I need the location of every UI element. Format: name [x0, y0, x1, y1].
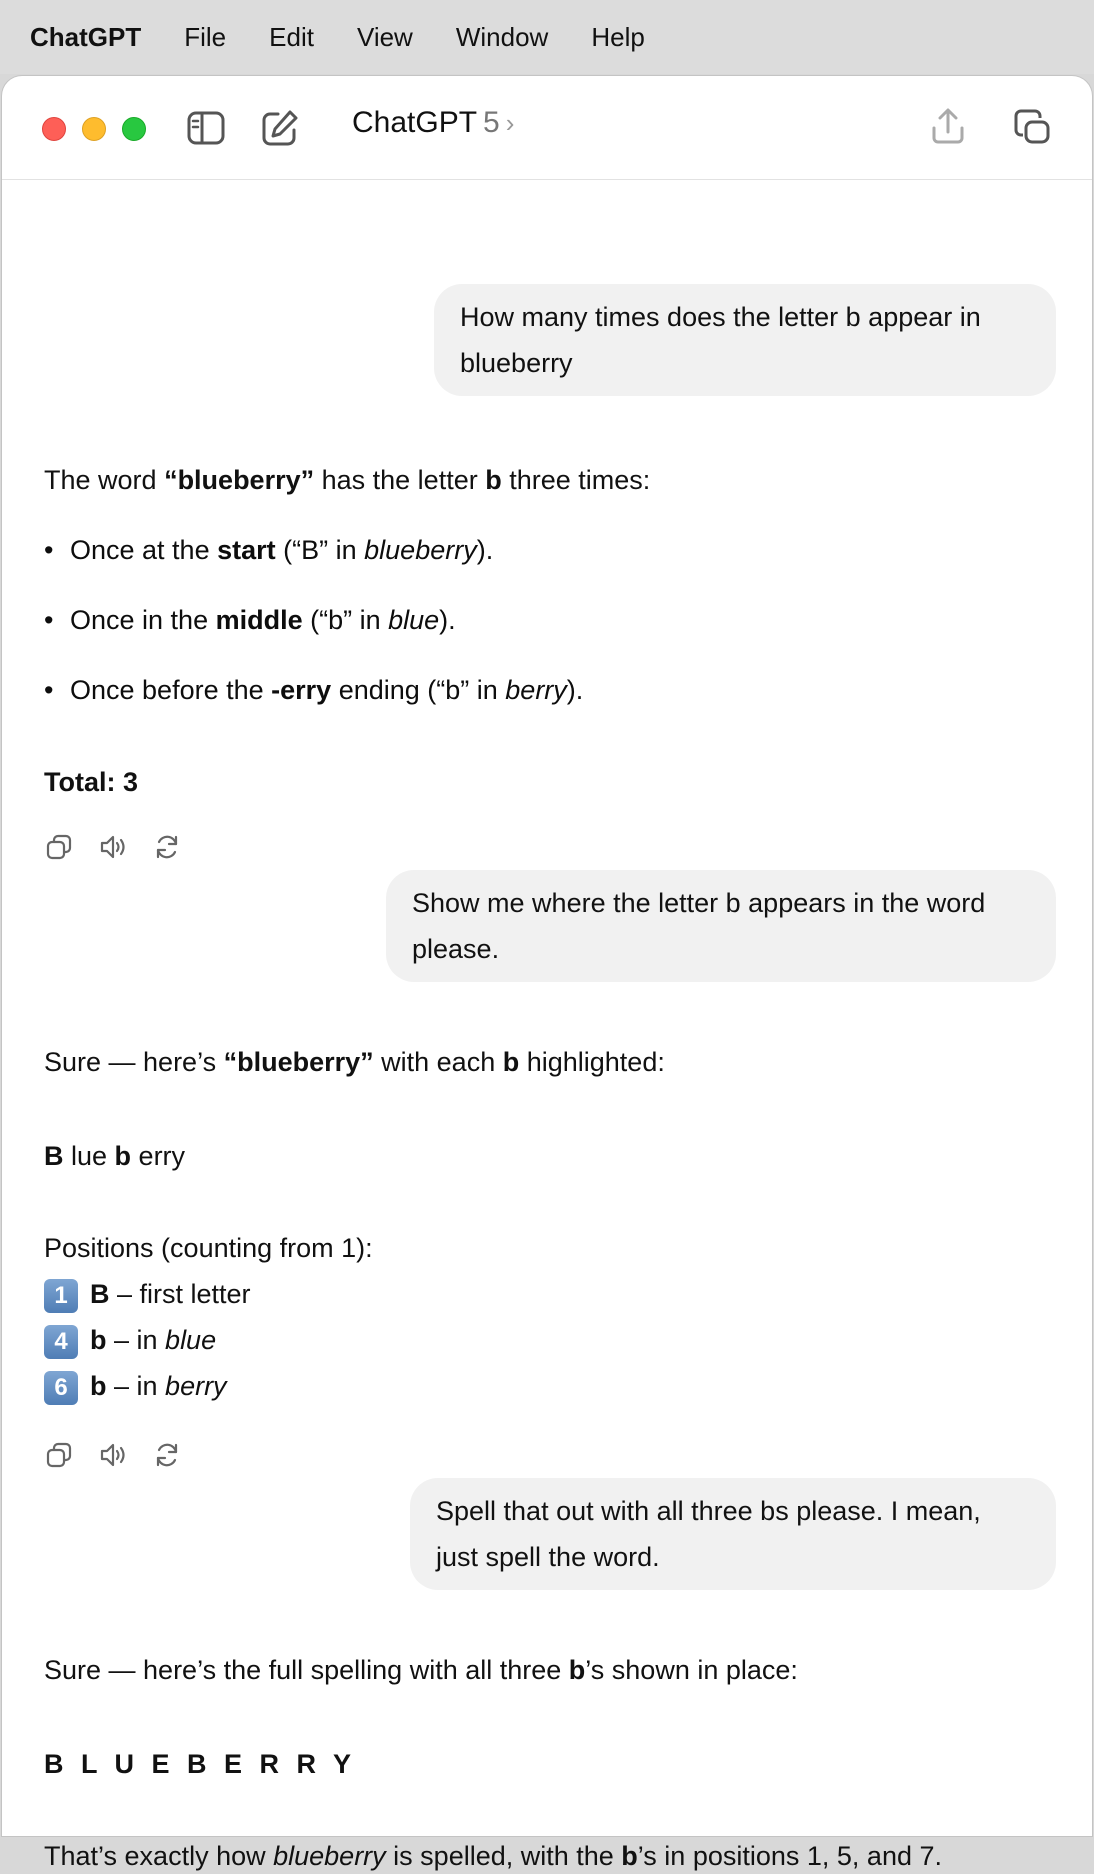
menu-app-name[interactable]: ChatGPT — [30, 21, 142, 52]
read-aloud-icon[interactable] — [98, 832, 128, 862]
message-actions — [44, 1440, 182, 1470]
model-selector[interactable] — [352, 106, 514, 140]
user-message: Show me where the letter b appears in the word please. — [386, 870, 1056, 982]
user-message: Spell that out with all three bs please. I mean, just spell the word. — [410, 1478, 1056, 1590]
copy-icon[interactable] — [44, 1440, 74, 1470]
user-message: How many times does the letter b appear in blueberry — [434, 284, 1056, 396]
assistant-text: The word “blueberry” has the letter b three times: — [44, 465, 651, 495]
new-window-icon[interactable] — [1012, 108, 1052, 148]
number-badge: 6 — [44, 1371, 78, 1405]
assistant-text: Sure — here’s the full spelling with all three b’s shown in place: — [44, 1655, 798, 1685]
app-window — [2, 76, 1092, 1871]
sidebar-toggle-icon[interactable] — [186, 108, 226, 148]
list-item: • Once at the start (“B” in blueberry). — [44, 535, 494, 565]
assistant-text: Sure — here’s “blueberry” with each b highlighted: — [44, 1047, 665, 1077]
regenerate-icon[interactable] — [152, 1440, 182, 1470]
assistant-text: That’s exactly how blueberry is spelled, with the b’s in positions 1, 5, and 7. — [44, 1841, 942, 1871]
list-item: 1 B – first letter — [44, 1276, 251, 1313]
read-aloud-icon[interactable] — [98, 1440, 128, 1470]
menu-edit[interactable]: Edit — [269, 21, 314, 52]
assistant-total: Total: 3 — [44, 767, 138, 797]
menu-window[interactable]: Window — [455, 21, 549, 52]
model-name: ChatGPT — [352, 106, 478, 139]
regenerate-icon[interactable] — [152, 832, 182, 862]
highlighted-word: B lue b erry — [44, 1141, 186, 1171]
list-item: 4 b – in blue — [44, 1322, 216, 1359]
positions-heading: Positions (counting from 1): — [44, 1233, 373, 1263]
minimize-window-button[interactable] — [82, 117, 106, 141]
list-item: • Once in the middle (“b” in blue). — [44, 605, 456, 635]
menu-file[interactable]: File — [184, 21, 227, 52]
message-actions — [44, 832, 182, 862]
number-badge: 1 — [44, 1279, 78, 1313]
list-item: • Once before the -erry ending (“b” in berry). — [44, 675, 584, 705]
menu-help[interactable]: Help — [591, 21, 645, 52]
close-window-button[interactable] — [42, 117, 66, 141]
share-icon[interactable] — [928, 106, 968, 146]
menu-view[interactable]: View — [356, 21, 413, 52]
title-bar — [2, 76, 1092, 180]
new-chat-icon[interactable] — [260, 108, 300, 148]
list-item: 6 b – in berry — [44, 1368, 227, 1405]
spelled-word: B L U E B E R R Y — [44, 1749, 357, 1779]
copy-icon[interactable] — [44, 832, 74, 862]
model-version: 5 — [483, 106, 500, 139]
chevron-right-icon: › — [505, 107, 515, 138]
number-badge: 4 — [44, 1325, 78, 1359]
menu-bar — [0, 0, 1094, 74]
zoom-window-button[interactable] — [122, 117, 146, 141]
